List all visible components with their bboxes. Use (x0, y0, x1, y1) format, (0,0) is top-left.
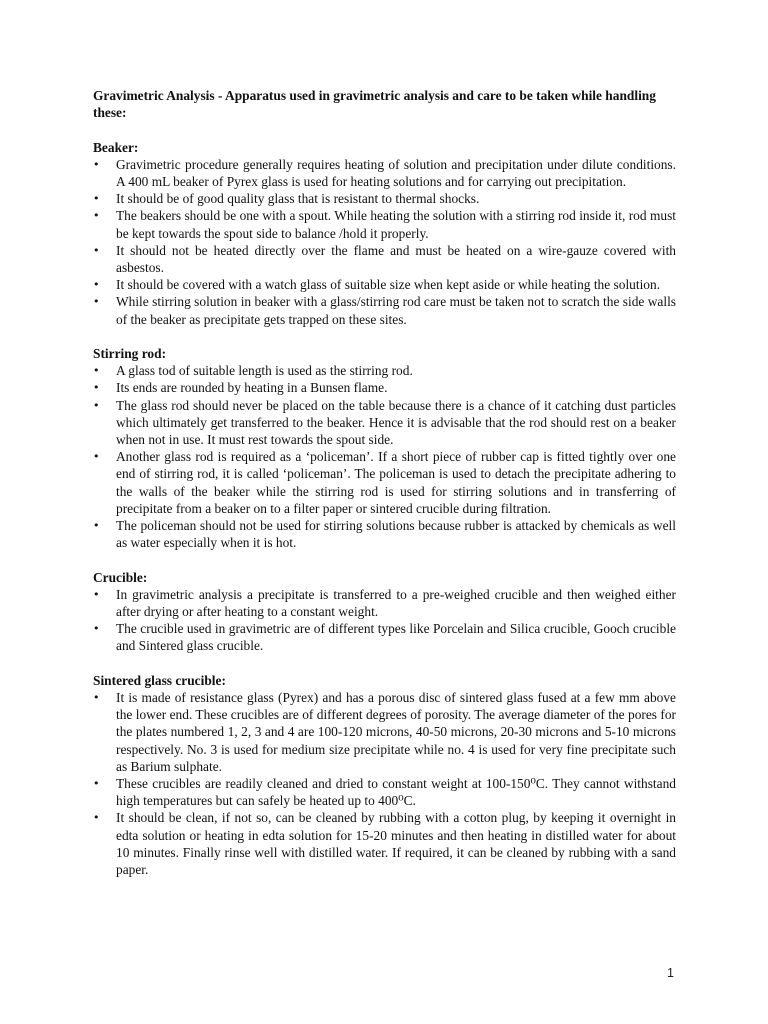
bullet-item: • These crucibles are readily cleaned and dried to constant weight at 100-150⁰C. They cannot withstand high temperatures but can safely be heated up to 400⁰C. (93, 775, 676, 809)
bullet-item: • It should be clean, if not so, can be cleaned by rubbing with a cotton plug, by keeping it overnight in edta solution or heating in edta solution for 15-20 minutes and then heating in distilled water for about 10 minutes. Finally rinse well with distilled water. If required, it can be cleaned by rubbing with a sand paper. (93, 809, 676, 878)
section-crucible (93, 569, 676, 655)
document-page (93, 87, 676, 895)
bullet-item: • It is made of resistance glass (Pyrex) and has a porous disc of sintered glass fused at a few mm above the lower end. These crucibles are of different degrees of porosity. The average diameter of the pores for the plates numbered 1, 2, 3 and 4 are 100-120 microns, 40-50 microns, 20-30 microns and 5-10 microns respectively. No. 3 is used for medium size precipitate while no. 4 is used for very fine precipitate such as Barium sulphate. (93, 689, 676, 775)
document-title: Gravimetric Analysis - Apparatus used in gravimetric analysis and care to be taken while handling these: (93, 88, 656, 121)
bullet-list (93, 586, 676, 655)
bullet-list (93, 689, 676, 878)
bullet-item: • It should not be heated directly over the flame and must be heated on a wire-gauze covered with asbestos. (93, 242, 676, 276)
bullet-item: • The glass rod should never be placed on the table because there is a chance of it catching dust particles which ultimately get transferred to the beaker. Hence it is advisable that the rod should rest on a beaker when not in use. It must rest towards the spout side. (93, 397, 676, 449)
section-heading: Crucible: (93, 569, 148, 585)
bullet-list (93, 362, 676, 551)
section-sintered-glass-crucible (93, 672, 676, 878)
bullet-item: • In gravimetric analysis a precipitate is transferred to a pre-weighed crucible and then weighed either after drying or after heating to a constant weight. (93, 586, 676, 620)
page-number: 1 (667, 966, 674, 980)
bullet-item: • Another glass rod is required as a ‘policeman’. If a short piece of rubber cap is fitted tightly over one end of stirring rod, it is called ‘policeman’. The policeman is used to detach the precipitate adhering to the walls of the beaker while the stirring rod is used for stirring solutions and in transferring of precipitate from a beaker on to a filter paper or sintered crucible during filtration. (93, 448, 676, 517)
section-heading: Stirring rod: (93, 346, 167, 362)
section-heading: Beaker: (93, 139, 139, 155)
bullet-item: • Gravimetric procedure generally requires heating of solution and precipitation under dilute conditions. A 400 mL beaker of Pyrex glass is used for heating solutions and for carrying out precipitation. (93, 156, 676, 190)
bullet-item: • While stirring solution in beaker with a glass/stirring rod care must be taken not to scratch the side walls of the beaker as precipitate gets trapped on these sites. (93, 293, 676, 327)
bullet-item: • The beakers should be one with a spout. While heating the solution with a stirring rod inside it, rod must be kept towards the spout side to balance /hold it properly. (93, 207, 676, 241)
bullet-item: • A glass tod of suitable length is used as the stirring rod. (93, 362, 676, 379)
bullet-item: • It should be of good quality glass that is resistant to thermal shocks. (93, 190, 676, 207)
bullet-item: • The policeman should not be used for stirring solutions because rubber is attacked by chemicals as well as water especially when it is hot. (93, 517, 676, 551)
section-beaker (93, 139, 676, 328)
bullet-item: • Its ends are rounded by heating in a Bunsen flame. (93, 379, 676, 396)
bullet-item: • It should be covered with a watch glass of suitable size when kept aside or while heating the solution. (93, 276, 676, 293)
bullet-list (93, 156, 676, 328)
bullet-item: • The crucible used in gravimetric are of different types like Porcelain and Silica crucible, Gooch crucible and Sintered glass crucible. (93, 620, 676, 654)
section-stirring-rod (93, 345, 676, 551)
section-heading: Sintered glass crucible: (93, 672, 226, 688)
